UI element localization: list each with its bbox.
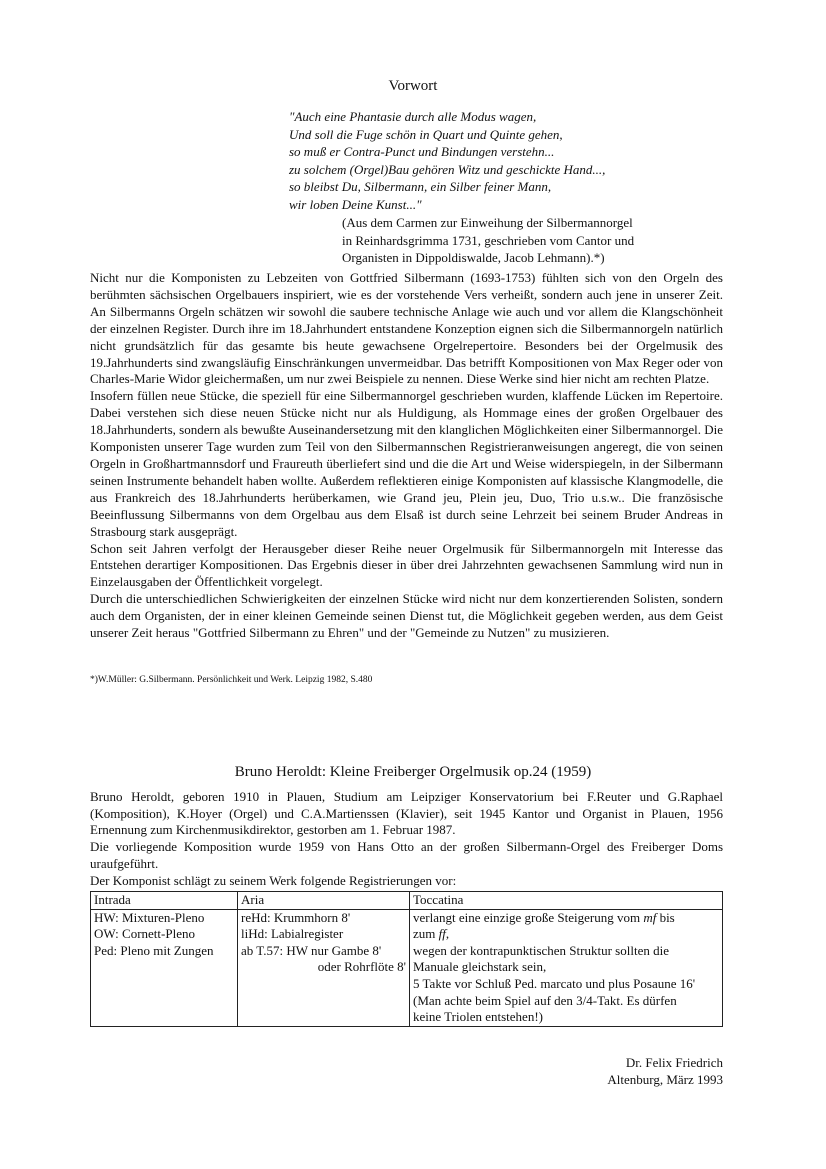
cell-line — [413, 926, 719, 943]
composer-bio — [90, 789, 723, 889]
text-run: bis — [656, 909, 675, 925]
paragraph: Insofern füllen neue Stücke, die speziell für eine Silbermannorgel geschrieben wurden, klaffende Lücken im Repertoire. Dabei verstehen sich diese neuen Stücke nicht nur als Huldigung, als Hommage eines der großen Orgelbauer des 18.Jahrhunderts, sondern als bewußte Auseinandersetzung mit den klanglichen Möglichkeiten einer Silbermannorgel. Die Komponisten unserer Tage wurden zum Teil von den Silbermannschen Registrieranweisungen angeregt, die von seinen Orgeln in Großhartmannsdorf und Fraureuth überliefert sind und die die Art und Weise widerspiegeln, in der Silbermann seinen Instrumente behandelt haben wollte. Außerdem reflektieren einige Komponisten auf klassische Klangmodelle, die aus Frankreich des 18.Jahrhunderts herüberkamen, wie Grand jeu, Plein jeu, Duo, Trio u.s.w.. Die französische Beeinflussung Silbermanns von dem Orgelbau aus dem Elsaß ist durch seine Lehrzeit bei seinem Bruder Andreas in Strasbourg stark ausgeprägt. — [90, 388, 723, 539]
cell-line: liHd: Labialregister — [241, 926, 344, 942]
poem-line: so bleibst Du, Silbermann, ein Silber feiner Mann, — [289, 179, 552, 195]
cell-line: keine Triolen entstehen!) — [413, 1009, 543, 1025]
cell-line: (Man achte beim Spiel auf den 3/4-Takt. Es dürfen — [413, 992, 677, 1008]
paragraph: Durch die unterschiedlichen Schwierigkeiten der einzelnen Stücke wird nicht nur dem konzertierenden Solisten, sondern auch dem Organisten, der in einer kleinen Gemeinde seinen Dienst tut, die Möglichkeit gegeben werden, aus dem Geist unserer Zeit heraus "Gottfried Silbermann zu Ehren" und der "Gemeinde zu Nutzen" zu musizieren. — [90, 591, 723, 641]
table-header-row — [91, 892, 723, 910]
poem-line: wir loben Deine Kunst..." — [289, 196, 422, 212]
signature-name: Dr. Felix Friedrich — [625, 1055, 723, 1070]
text-run: zum — [413, 926, 439, 942]
intrada-cell — [91, 909, 238, 1026]
epigraph-source — [342, 214, 782, 267]
footnote: *)W.Müller: G.Silbermann. Persönlichkeit und Werk. Leipzig 1982, S.480 — [90, 675, 373, 685]
page-title: Vorwort — [388, 78, 438, 94]
signature-place-date: Altenburg, März 1993 — [607, 1072, 723, 1087]
cell-line: reHd: Krummhorn 8' — [241, 909, 351, 925]
aria-cell — [238, 909, 410, 1026]
paragraph: Schon seit Jahren verfolgt der Herausgeber dieser Reihe neuer Orgelmusik für Silbermannorgeln mit Interesse das Entstehen derartiger Kompositionen. Das Ergebnis dieser in über drei Jahrzehnten gewachsenen Sammlung wird nun in Einzelausgaben der Öffentlichkeit vorgelegt. — [90, 540, 723, 590]
cell-line: Manuale gleichstark sein, — [413, 959, 547, 975]
poem-line: so muß er Contra-Punct und Bindungen verstehn... — [289, 144, 555, 160]
cell-line: 5 Takte vor Schluß Ped. marcato und plus Posaune 16' — [413, 975, 696, 991]
column-header: Intrada — [91, 892, 238, 910]
cell-line: OW: Cornett-Pleno — [94, 926, 195, 942]
dynamic-mf: mf — [643, 909, 657, 925]
paragraph: Nicht nur die Komponisten zu Lebzeiten von Gottfried Silbermann (1693-1753) fühlten sich von den Orgeln des berühmten sächsischen Orgelbauers inspiriert, wie es der vorstehende Vers verheißt, sondern auch jene in unserer Zeit. An Silbermanns Orgeln schätzen wir sowohl die saubere technische Anlage wie auch und vor allem die Klangschönheit der einzelnen Register. Durch ihre im 18.Jahrhundert entstandene Konzeption eignen sich die Silbermannorgeln natürlich nicht grundsätzlich für das gesamte bis heute gewachsene Orgelrepertoire. Besonders bei der Orgelmusik des 19.Jahrhunderts sind zwangsläufig Einschränkungen unvermeidbar. Das betrifft Kompositionen von Max Reger oder von Charles-Marie Widor gleichermaßen, um nur zwei Beispiele zu nennen. Diese Werke sind hier nicht am rechten Platze. — [90, 270, 723, 387]
cell-line — [413, 910, 719, 927]
poem-line: "Auch eine Phantasie durch alle Modus wagen, — [289, 109, 537, 124]
bio-paragraph: Der Komponist schlägt zu seinem Werk folgende Registrierungen vor: — [90, 872, 457, 888]
preface-body — [90, 270, 723, 642]
poem-line: zu solchem (Orgel)Bau gehören Witz und geschickte Hand..., — [289, 161, 606, 177]
toccatina-cell — [410, 909, 723, 1026]
cell-line: wegen der kontrapunktischen Struktur sollten die — [413, 942, 669, 958]
epigraph-poem — [289, 108, 769, 214]
column-header: Toccatina — [410, 892, 723, 910]
bio-paragraph: Bruno Heroldt, geboren 1910 in Plauen, Studium am Leipziger Konservatorium bei F.Reuter und G.Raphael (Komposition), K.Hoyer (Orgel) und C.A.Martienssen (Klavier), seit 1945 Kantor und Organist in Plauen, 1956 Ernennung zum Kirchenmusikdirektor, gestorben am 1. Februar 1987. — [90, 789, 723, 838]
registration-table — [90, 891, 723, 1027]
bio-paragraph: Die vorliegende Komposition wurde 1959 von Hans Otto an der großen Silbermann-Orgel des Freiberger Doms uraufgeführt. — [90, 839, 723, 871]
work-title: Bruno Heroldt: Kleine Freiberger Orgelmusik op.24 (1959) — [234, 764, 592, 780]
source-line: (Aus dem Carmen zur Einweihung der Silbermannorgel — [342, 215, 633, 230]
cell-line: Ped: Pleno mit Zungen — [94, 942, 214, 958]
signature-block — [607, 1054, 723, 1088]
source-line: Organisten in Dippoldiswalde, Jacob Lehmann).*) — [342, 250, 605, 266]
text-run: , — [445, 926, 450, 942]
cell-line: HW: Mixturen-Pleno — [94, 909, 205, 925]
column-header: Aria — [238, 892, 410, 910]
text-run: verlangt eine einzige große Steigerung vom — [413, 909, 644, 925]
cell-line: ab T.57: HW nur Gambe 8' — [241, 942, 382, 958]
dynamic-ff: ff — [438, 926, 446, 942]
poem-line: Und soll die Fuge schön in Quart und Quinte gehen, — [289, 126, 563, 142]
table-row — [91, 909, 723, 1026]
cell-line: oder Rohrflöte 8' — [317, 959, 406, 975]
source-line: in Reinhardsgrimma 1731, geschrieben vom Cantor und — [342, 232, 635, 248]
